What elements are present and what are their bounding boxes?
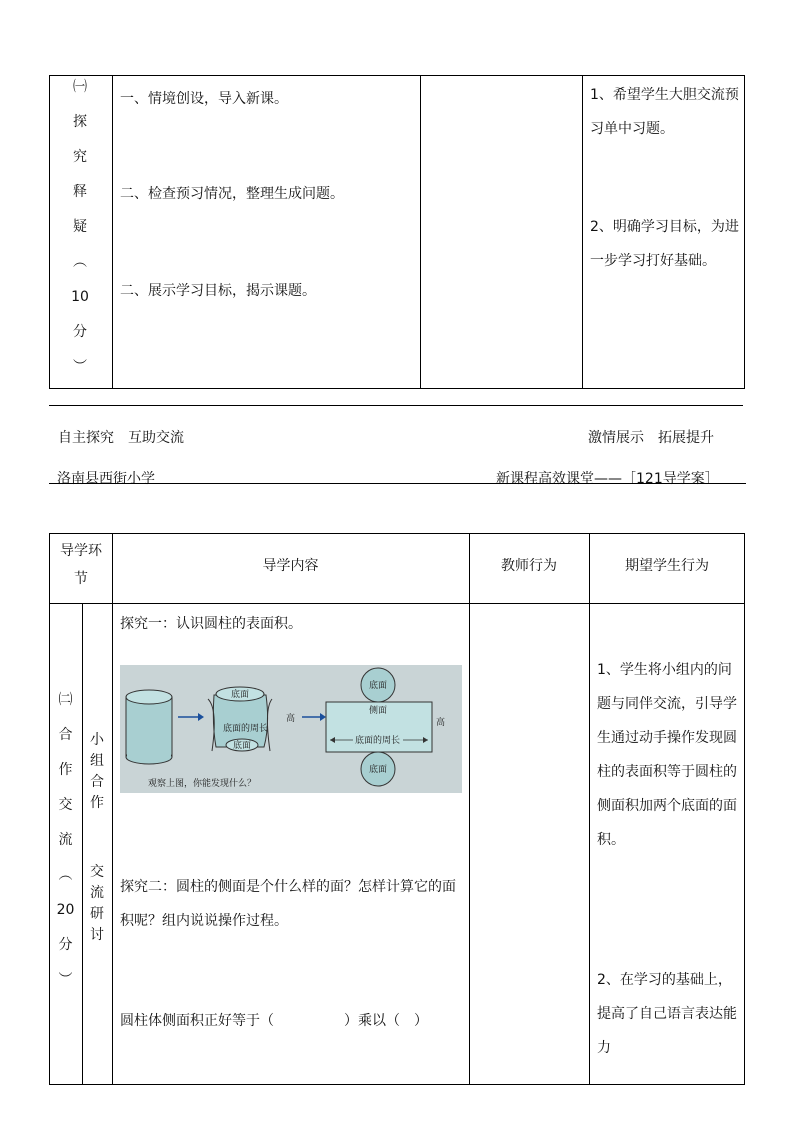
stage-char: ︵	[58, 867, 73, 883]
table-divider	[112, 75, 113, 389]
sub-stage-char: 小	[90, 732, 104, 748]
stage-char: 作	[58, 762, 73, 778]
figure-label: 底面	[231, 690, 250, 700]
figure-label: 底面的周长	[355, 736, 401, 746]
explore-two: 探究二：圆柱的侧面是个什么样的面？怎样计算它的面积呢？组内说说操作过程。	[120, 879, 456, 929]
table-divider	[420, 75, 421, 389]
footer-right: 激情展示 拓展提升	[588, 430, 714, 446]
footer-left: 自主探究 互助交流	[58, 430, 184, 446]
course-title: 新课程高效课堂——［121导学案］	[496, 471, 719, 487]
stage-char: ㈡	[58, 692, 73, 708]
figure-label: 底面	[369, 681, 388, 691]
sub-stage-char: 流	[90, 885, 104, 901]
sub-stage-char: 研	[90, 906, 104, 922]
figure-label: 侧面	[369, 706, 388, 716]
stage-char: 流	[58, 832, 73, 848]
content-line-1: 一、情境创设，导入新课。	[120, 91, 288, 107]
table-divider	[469, 533, 470, 1085]
cylinder-net-figure	[120, 665, 462, 793]
content-line-2: 二、检查预习情况，整理生成问题。	[120, 186, 344, 202]
stage-char: 探	[73, 114, 87, 130]
table-divider	[82, 603, 83, 1085]
header-rule	[49, 483, 746, 484]
stage-char: 疑	[73, 219, 87, 235]
stage-char: ︶	[73, 359, 87, 375]
stage-char: 释	[73, 184, 87, 200]
sub-stage-char: 组	[90, 753, 104, 769]
figure-label: 底面	[233, 741, 252, 751]
figure-caption: 观察上图，你能发现什么？	[148, 779, 257, 789]
sub-stage-char: 作	[90, 795, 104, 811]
header-content: 导学内容	[262, 558, 319, 574]
expected-behavior-1: 1、希望学生大胆交流预习单中习题。	[590, 87, 739, 137]
figure-label: 高	[286, 714, 296, 724]
stage-char: 10	[71, 289, 89, 305]
footer-rule	[49, 405, 743, 406]
arrow-right-icon	[302, 713, 326, 721]
sub-stage-char: 交	[90, 864, 104, 880]
arrow-right-icon	[178, 713, 204, 721]
stage-char: 交	[58, 797, 73, 813]
table-divider	[112, 533, 113, 1085]
expected-behavior-2: 2、明确学习目标，为进一步学习打好基础。	[590, 219, 739, 269]
header-teacher: 教师行为	[501, 558, 557, 574]
fill-blank-question: 圆柱体侧面积正好等于（ ）乘以（ ）	[120, 1013, 428, 1029]
figure-label: 底面	[369, 765, 388, 775]
stage-char: 分	[58, 937, 73, 953]
stage-char: 究	[73, 149, 87, 165]
stage-char: ㈠	[73, 79, 87, 95]
expected-behavior-4: 2、在学习的基础上，提高了自己语言表达能力	[597, 972, 737, 1056]
stage-char: 合	[58, 727, 73, 743]
header-student: 期望学生行为	[625, 558, 709, 574]
stage-char: 20	[56, 902, 75, 918]
stage-char: ︵	[73, 254, 87, 270]
figure-label: 底面的周长	[223, 724, 269, 734]
figure-label: 高	[436, 718, 446, 728]
header-stage: 导学环节	[60, 543, 102, 587]
expected-behavior-3: 1、学生将小组内的问题与同伴交流，引导学生通过动手操作发现圆柱的表面积等于圆柱的侧面积加两个底面的面积。	[597, 662, 737, 848]
content-line-3: 二、展示学习目标，揭示课题。	[120, 283, 316, 299]
table-divider	[589, 533, 590, 1085]
sub-stage-char: 讨	[90, 927, 104, 943]
unrolled-net-shape	[326, 668, 445, 786]
explore-one: 探究一：认识圆柱的表面积。	[120, 616, 302, 632]
table-divider	[582, 75, 583, 389]
cylinder-shape	[126, 690, 172, 764]
opened-cylinder-shape	[208, 687, 295, 751]
sub-stage-char: 合	[90, 774, 104, 790]
stage-char: ︶	[58, 972, 73, 988]
table-header-rule	[49, 603, 745, 604]
stage-char: 分	[73, 324, 87, 340]
school-name: 洛南县西街小学	[57, 471, 155, 487]
